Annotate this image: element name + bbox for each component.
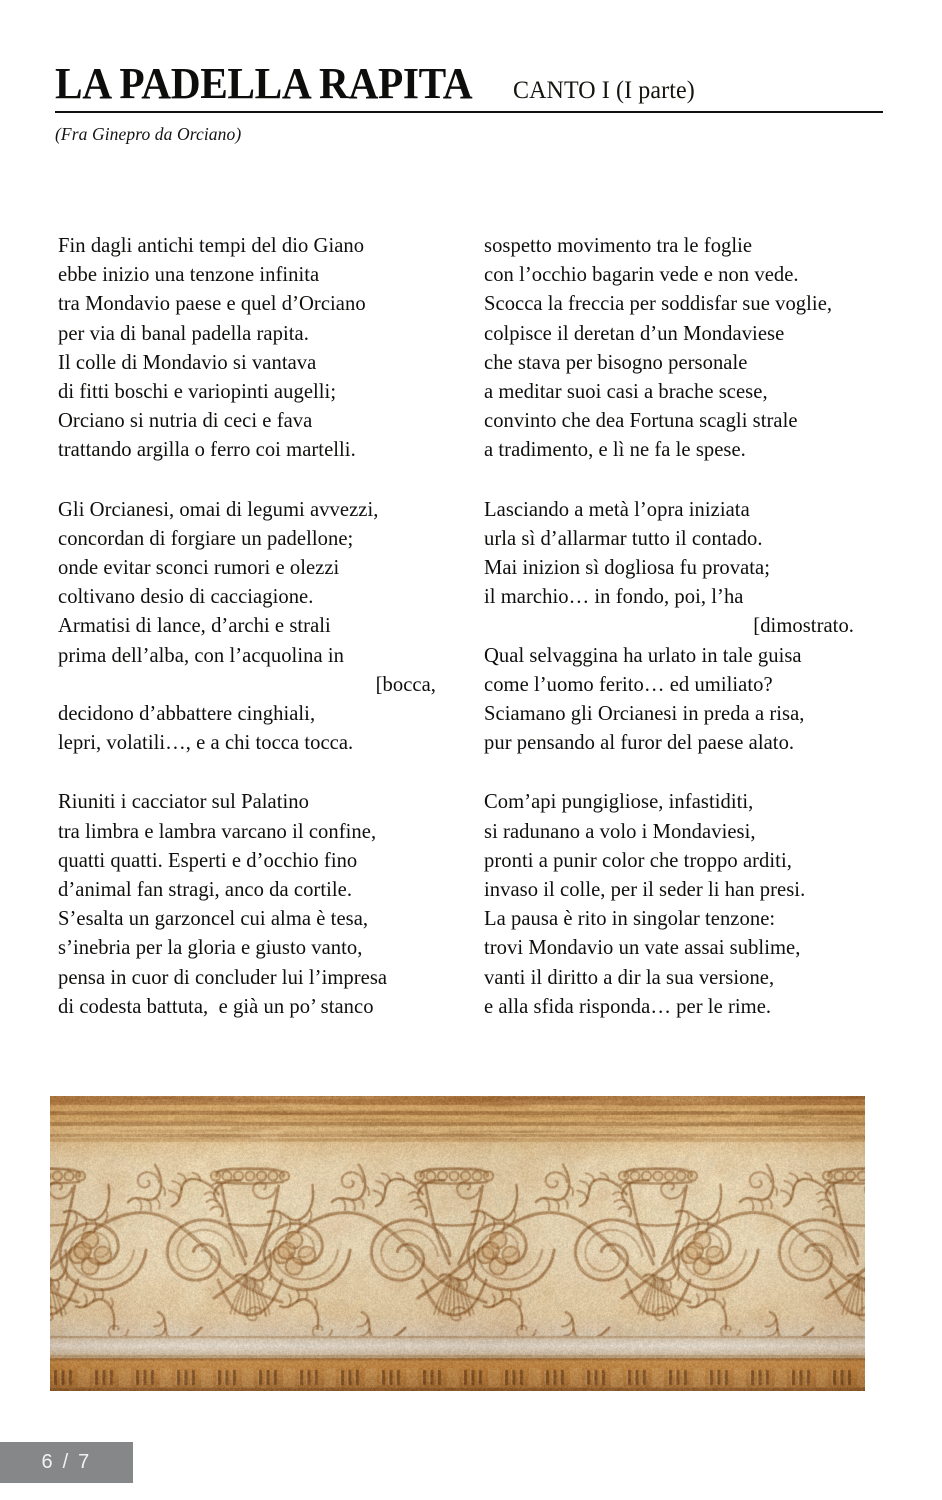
verse-line: urla sì d’allarmar tutto il contado. <box>484 527 763 550</box>
verse-line: di codesta battuta, e già un po’ stanco <box>58 995 374 1018</box>
verse-line: onde evitar sconci rumori e olezzi <box>58 557 340 580</box>
verse-line: tra Mondavio paese e quel d’Orciano <box>58 293 366 316</box>
verse-line-runover: [bocca, <box>375 673 436 696</box>
verse-line: trovi Mondavio un vate assai sublime, <box>484 937 801 960</box>
verse-line: prima dell’alba, con l’acquolina in <box>58 644 344 667</box>
verse-line: per via di banal padella rapita. <box>58 322 309 345</box>
canto-label: CANTO I (I parte) <box>512 77 695 104</box>
verse-line: Fin dagli antichi tempi del dio Giano <box>58 235 365 257</box>
verse-line: pur pensando al furor del paese alato. <box>484 732 795 755</box>
stanza <box>484 496 884 759</box>
verse-line: di fitti boschi e variopinti augelli; <box>58 381 337 404</box>
page-number-badge <box>0 1442 133 1483</box>
verse-line: Com’api pungigliose, infastiditi, <box>484 791 754 814</box>
verse-line: La pausa è rito in singolar tenzone: <box>484 908 776 931</box>
verse-line-runover: [dimostrato. <box>753 615 854 638</box>
verse-line: coltivano desio di cacciagione. <box>58 586 314 609</box>
verse-line: Scocca la freccia per soddisfar sue voglie, <box>484 293 833 316</box>
verse-line: Mai inizion sì dogliosa fu provata; <box>484 557 771 580</box>
verse-line: d’animal fan stragi, anco da cortile. <box>58 879 353 902</box>
left-column <box>58 232 458 1022</box>
stanza <box>58 788 458 1022</box>
verse-line: s’inebria per la gloria e giusto vanto, <box>58 937 363 960</box>
masthead <box>55 59 883 145</box>
verse-line: con l’occhio bagarin vede e non vede. <box>484 264 799 287</box>
verse-line: concordan di forgiare un padellone; <box>58 527 354 550</box>
verse-line: pronti a punir color che troppo arditi, <box>484 849 792 872</box>
verse-line: e alla sfida risponda… per le rime. <box>484 995 772 1018</box>
verse-line: Orciano si nutria di ceci e fava <box>58 410 313 433</box>
frieze-canvas <box>50 1096 865 1391</box>
verse-line: Qual selvaggina ha urlato in tale guisa <box>484 644 802 667</box>
verse-line: Gli Orcianesi, omai di legumi avvezzi, <box>58 498 379 521</box>
page-title: LA PADELLA RAPITA <box>55 59 473 108</box>
poem-body <box>58 232 884 1022</box>
verse-line: come l’uomo ferito… ed umiliato? <box>484 673 773 696</box>
verse-line: si radunano a volo i Mondaviesi, <box>484 820 756 843</box>
byline: (Fra Ginepro da Orciano) <box>55 123 242 144</box>
verse-line: Il colle di Mondavio si vantava <box>58 351 317 374</box>
verse-line: a tradimento, e lì ne fa le spese. <box>484 439 746 462</box>
verse-line: il marchio… in fondo, poi, l’ha <box>484 586 744 609</box>
verse-line: ebbe inizio una tenzone infinita <box>58 264 320 287</box>
verse-line: quatti quatti. Esperti e d’occhio fino <box>58 849 358 872</box>
verse-line: Armatisi di lance, d’archi e strali <box>58 615 331 638</box>
verse-line: convinto che dea Fortuna scagli strale <box>484 410 798 433</box>
stanza <box>58 496 458 759</box>
carved-stone-frieze-image <box>50 1096 865 1391</box>
verse-line: Sciamano gli Orcianesi in preda a risa, <box>484 703 805 726</box>
title-underline-rule <box>55 111 883 113</box>
verse-line: lepri, volatili…, e a chi tocca tocca. <box>58 732 354 755</box>
verse-line: Lasciando a metà l’opra iniziata <box>484 498 750 521</box>
verse-line: a meditar suoi casi a brache scese, <box>484 381 768 404</box>
verse-line: vanti il diritto a dir la sua versione, <box>484 966 775 989</box>
verse-line: decidono d’abbattere cinghiali, <box>58 703 316 726</box>
verse-line: pensa in cuor di concluder lui l’impresa <box>58 966 388 989</box>
stanza <box>58 232 458 466</box>
verse-line: S’esalta un garzoncel cui alma è tesa, <box>58 908 369 931</box>
verse-line: colpisce il deretan d’un Mondaviese <box>484 322 785 345</box>
verse-line: Riuniti i cacciator sul Palatino <box>58 791 309 814</box>
page-number-label: 6 / 7 <box>41 1451 92 1473</box>
stanza <box>484 788 884 1022</box>
right-column <box>484 232 884 1022</box>
verse-line: invaso il colle, per il seder li han presi. <box>484 879 806 902</box>
verse-line: che stava per bisogno personale <box>484 351 748 374</box>
stanza <box>484 232 884 466</box>
verse-line: tra limbra e lambra varcano il confine, <box>58 820 377 843</box>
verse-line: trattando argilla o ferro coi martelli. <box>58 439 356 462</box>
verse-line: sospetto movimento tra le foglie <box>484 235 753 257</box>
title-line <box>55 59 883 108</box>
